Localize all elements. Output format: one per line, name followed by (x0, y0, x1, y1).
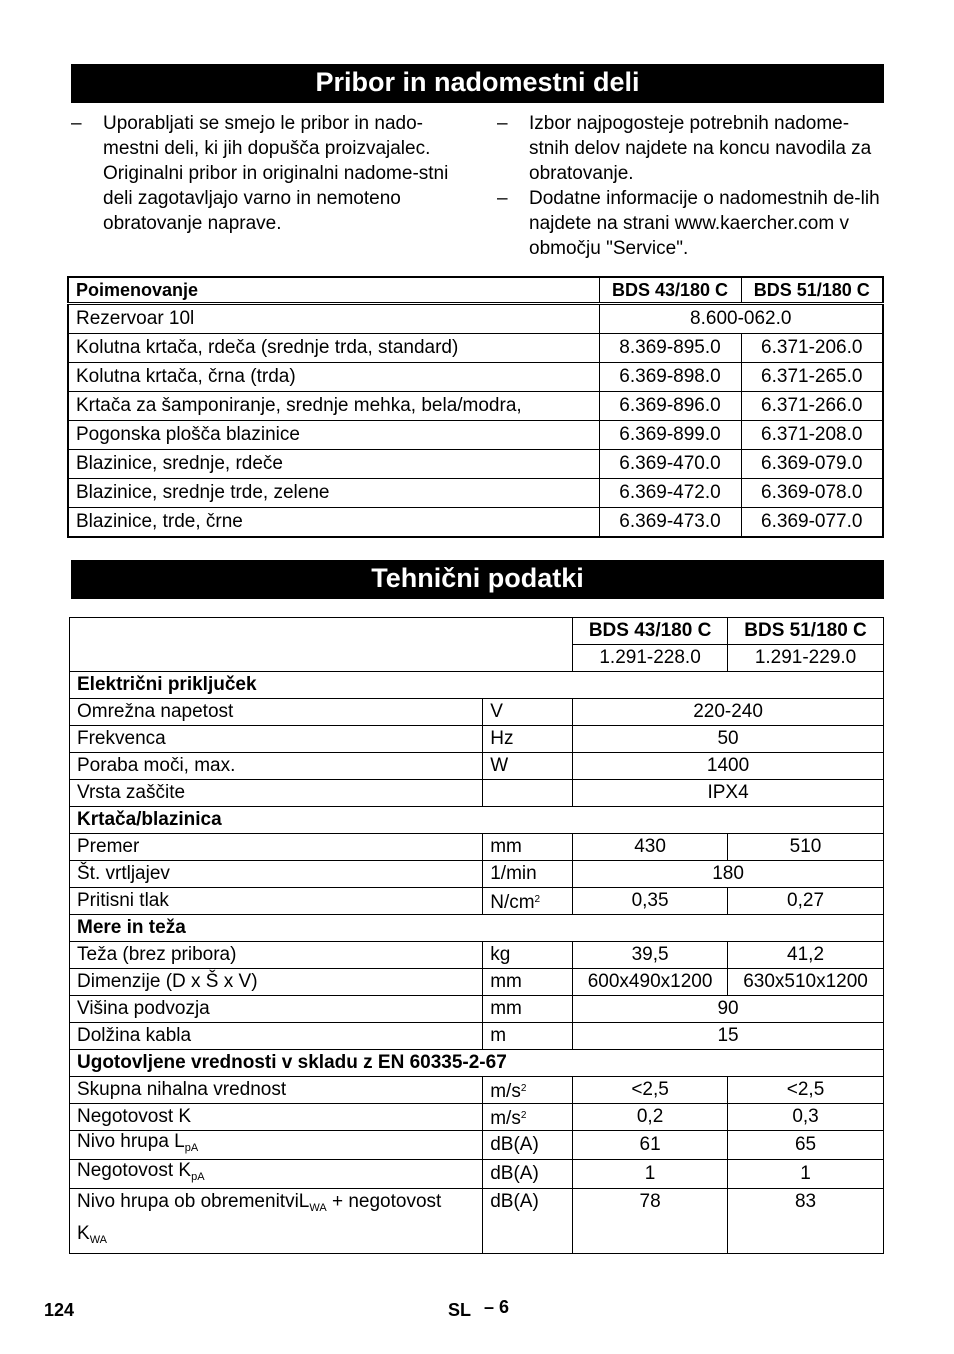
list-item-text: Dodatne informacije o nadomestnih de-lih najdete na strani www.kaercher.com v območju "Service". (529, 188, 880, 259)
list-item (497, 186, 887, 261)
section-label: Krtača/blazinica (70, 807, 884, 834)
spec-value: IPX4 (573, 780, 884, 807)
label-subscript: WA (89, 1234, 107, 1246)
table-row (70, 861, 884, 888)
part-name: Blazinice, trde, črne (68, 508, 599, 538)
header-model-b: BDS 51/180 C (741, 277, 883, 304)
label-subscript: pA (184, 1142, 199, 1154)
table-row (70, 1131, 884, 1160)
spec-unit: 1/min (483, 861, 573, 888)
section-row-brush (70, 807, 884, 834)
order-number-b: 1.291-229.0 (728, 645, 884, 672)
spec-value-a: 0,35 (573, 888, 728, 915)
dash-bullet: – (497, 113, 508, 134)
spare-parts-table (67, 276, 884, 538)
intro-left-column (71, 111, 461, 236)
spec-value: 50 (573, 726, 884, 753)
list-item-text: Uporabljati se smejo le pribor in nado-mestni deli, ki jih dopušča proizvajalec. Originalni pribor in originalni nadome-stni deli zagotavljajo varno in nemoteno obratovanje naprave. (103, 113, 449, 234)
table-row (68, 421, 883, 450)
spec-label: Frekvenca (70, 726, 483, 753)
part-number: 8.600-062.0 (599, 304, 883, 334)
spec-unit (483, 1077, 573, 1104)
spec-unit: mm (483, 996, 573, 1023)
spec-label: Omrežna napetost (70, 699, 483, 726)
part-number-b: 6.369-079.0 (741, 450, 883, 479)
table-row (70, 942, 884, 969)
part-number-b: 6.371-206.0 (741, 334, 883, 363)
header-model-a: BDS 43/180 C (573, 618, 728, 645)
part-name: Kolutna krtača, črna (trda) (68, 363, 599, 392)
part-name: Krtača za šamponiranje, srednje mehka, bela/modra, (68, 392, 599, 421)
table-row (70, 780, 884, 807)
section-row-dimensions (70, 915, 884, 942)
spec-value-a: 430 (573, 834, 728, 861)
list-item (71, 111, 461, 236)
unit-superscript: 2 (534, 893, 541, 905)
page-number: 124 (44, 1300, 75, 1320)
header-model-b: BDS 51/180 C (728, 618, 884, 645)
spec-value: 1400 (573, 753, 884, 780)
spec-label: Dimenzije (D x Š x V) (70, 969, 483, 996)
part-number-b: 6.369-077.0 (741, 508, 883, 538)
label-base: Negotovost K (77, 1160, 192, 1181)
table-row (70, 888, 884, 915)
header-model-a: BDS 43/180 C (599, 277, 741, 304)
list-item-text: Izbor najpogosteje potrebnih nadome-stnih delov najdete na koncu navodila za obratovanje. (529, 113, 872, 184)
part-number-b: 6.371-266.0 (741, 392, 883, 421)
spec-label: Premer (70, 834, 483, 861)
part-number-b: 6.371-208.0 (741, 421, 883, 450)
dash-bullet: – (71, 113, 82, 134)
spec-value-a: 1 (573, 1160, 728, 1189)
label-base: Nivo hrupa ob obremenitviL (77, 1191, 310, 1212)
spec-unit: dB(A) (483, 1131, 573, 1160)
table-row (68, 450, 883, 479)
spec-value-b: <2,5 (728, 1077, 884, 1104)
spec-label: Št. vrtljajev (70, 861, 483, 888)
spec-value-a: 600x490x1200 (573, 969, 728, 996)
spec-unit: Hz (483, 726, 573, 753)
table-row (68, 304, 883, 334)
table-row (70, 699, 884, 726)
spec-value-b: 1 (728, 1160, 884, 1189)
table-row (68, 479, 883, 508)
part-number-b: 6.369-078.0 (741, 479, 883, 508)
spec-unit: m (483, 1023, 573, 1050)
spec-value-b: 0,3 (728, 1104, 884, 1131)
part-number-a: 6.369-898.0 (599, 363, 741, 392)
section-title-technical-data: Tehnični podatki (71, 560, 884, 599)
table-row (70, 1077, 884, 1104)
section-title-accessories: Pribor in nadomestni deli (71, 64, 884, 103)
spec-value-a: 0,2 (573, 1104, 728, 1131)
part-number-b: 6.371-265.0 (741, 363, 883, 392)
spec-value: 180 (573, 861, 884, 888)
header-designation: Poimenovanje (68, 277, 599, 304)
spec-value-a: 39,5 (573, 942, 728, 969)
unit-base: m/s (490, 1080, 521, 1102)
table-row (68, 508, 883, 538)
language-code: SL (448, 1300, 472, 1320)
spec-unit: W (483, 753, 573, 780)
part-name: Rezervoar 10l (68, 304, 599, 334)
part-number-a: 6.369-896.0 (599, 392, 741, 421)
table-header-row (70, 618, 884, 645)
spec-label: Višina podvozja (70, 996, 483, 1023)
spec-label: Skupna nihalna vrednost (70, 1077, 483, 1104)
spec-unit: kg (483, 942, 573, 969)
spec-label: Poraba moči, max. (70, 753, 483, 780)
spec-value-b: 0,27 (728, 888, 884, 915)
label-subscript: WA (309, 1202, 327, 1214)
spec-value: 90 (573, 996, 884, 1023)
section-page-number: – 6 (484, 1297, 510, 1317)
table-row (70, 753, 884, 780)
spec-unit: dB(A) (483, 1189, 573, 1254)
part-name: Kolutna krtača, rdeča (srednje trda, standard) (68, 334, 599, 363)
table-row (68, 392, 883, 421)
technical-data-table (69, 617, 884, 1254)
part-number-a: 6.369-473.0 (599, 508, 741, 538)
section-row-measured-values (70, 1050, 884, 1077)
spec-value-b: 510 (728, 834, 884, 861)
spec-value-b: 83 (728, 1189, 884, 1254)
part-number-a: 6.369-470.0 (599, 450, 741, 479)
spec-label (70, 1160, 483, 1189)
section-label: Električni priključek (70, 672, 884, 699)
spec-value: 15 (573, 1023, 884, 1050)
table-row (70, 726, 884, 753)
table-row (70, 1160, 884, 1189)
label-base: Nivo hrupa L (77, 1131, 185, 1152)
spec-unit: mm (483, 969, 573, 996)
spec-label: Pritisni tlak (70, 888, 483, 915)
spec-unit: V (483, 699, 573, 726)
spec-unit: mm (483, 834, 573, 861)
unit-base: m/s (490, 1107, 521, 1129)
table-row (70, 1023, 884, 1050)
table-header-row (68, 277, 883, 304)
spec-value: 220-240 (573, 699, 884, 726)
spec-value-b: 630x510x1200 (728, 969, 884, 996)
unit-superscript: 2 (520, 1109, 527, 1121)
part-name: Pogonska plošča blazinice (68, 421, 599, 450)
unit-superscript: 2 (520, 1082, 527, 1094)
unit-base: N/cm (490, 891, 535, 913)
spec-unit (483, 780, 573, 807)
spec-unit (483, 1104, 573, 1131)
section-row-electric (70, 672, 884, 699)
list-item (497, 111, 887, 186)
part-number-a: 8.369-895.0 (599, 334, 741, 363)
label-subscript: pA (191, 1171, 205, 1183)
spec-unit (483, 888, 573, 915)
spec-label (70, 1189, 483, 1254)
table-row (70, 969, 884, 996)
part-name: Blazinice, srednje, rdeče (68, 450, 599, 479)
label-middle: + negotovost K (77, 1191, 442, 1244)
dash-bullet: – (497, 188, 508, 209)
spec-label: Dolžina kabla (70, 1023, 483, 1050)
table-row (70, 996, 884, 1023)
spec-value-a: 78 (573, 1189, 728, 1254)
table-row (70, 834, 884, 861)
spec-value-a: <2,5 (573, 1077, 728, 1104)
spec-unit: dB(A) (483, 1160, 573, 1189)
intro-right-column (497, 111, 887, 261)
table-row (68, 363, 883, 392)
part-name: Blazinice, srednje trde, zelene (68, 479, 599, 508)
spec-label: Teža (brez pribora) (70, 942, 483, 969)
spec-value-b: 65 (728, 1131, 884, 1160)
header-blank (70, 618, 573, 672)
spec-value-a: 61 (573, 1131, 728, 1160)
table-row (70, 1189, 884, 1254)
table-row (68, 334, 883, 363)
table-row (70, 1104, 884, 1131)
section-label: Mere in teža (70, 915, 884, 942)
spec-value-b: 41,2 (728, 942, 884, 969)
part-number-a: 6.369-472.0 (599, 479, 741, 508)
spec-label: Negotovost K (70, 1104, 483, 1131)
part-number-a: 6.369-899.0 (599, 421, 741, 450)
spec-label: Vrsta zaščite (70, 780, 483, 807)
spec-label (70, 1131, 483, 1160)
section-label: Ugotovljene vrednosti v skladu z EN 60335-2-67 (70, 1050, 884, 1077)
order-number-a: 1.291-228.0 (573, 645, 728, 672)
